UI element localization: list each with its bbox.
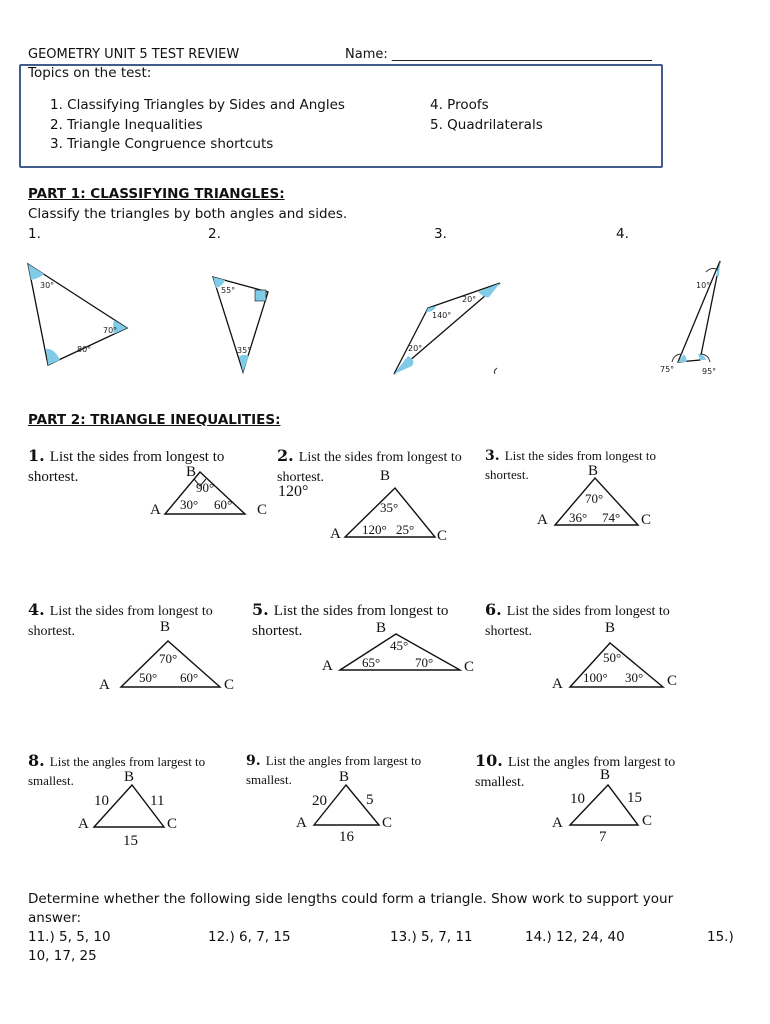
p3-angle-a: 36° [569,510,588,525]
topic-item-1: 1. Classifying Triangles by Sides and Angles [50,97,345,113]
p10-side-ab: 10 [570,791,585,807]
p2-angle-a: 120° [362,522,387,537]
topic-item-4: 4. Proofs [430,97,489,113]
problem-9-triangle [294,765,414,850]
problem-2-prompt: 2. List the sides from longest to shortest. [277,446,462,485]
p5-label-c: C [464,659,475,675]
problem-8-triangle [76,765,196,850]
t1-angle-a: 30° [40,281,55,290]
topic-item-3: 3. Triangle Congruence shortcuts [50,136,274,152]
p3-label-b: B [588,463,599,479]
p9-side-ac: 16 [339,829,354,845]
problem-9-prompt: 9. List the angles from largest to smallest. [246,753,422,787]
part3-instruction-line1: Determine whether the following side lengths could form a triangle. Show work to support your [28,891,674,907]
p6-label-c: C [667,673,678,689]
p9-label-a: A [296,815,307,831]
problem-1-triangle [150,462,270,522]
t4-angle-a: 10° [696,281,711,290]
t4-angle-c: 95° [702,367,717,376]
problem-5-triangle [318,615,478,675]
p2-angle-b: 35° [380,500,399,515]
p2-label-b: B [380,468,391,484]
topic-item-5: 5. Quadrilaterals [430,117,543,133]
p5-angle-b: 45° [390,638,409,653]
p1-angle-a: 30° [180,497,199,512]
p8-label-a: A [78,816,89,832]
p3-angle-c: 74° [602,510,621,525]
classify-triangle-1 [28,264,127,365]
p9-label-c: C [382,815,393,831]
problem-4-prompt: 4. List the sides from longest to shortest. [28,600,213,639]
problem-3-triangle [535,460,665,528]
p6-label-b: B [605,620,616,636]
classify-triangle-2 [213,277,268,372]
p8-label-b: B [124,769,135,785]
problem-10-prompt: 10. List the angles from largest to smallest. [475,751,676,790]
p9-side-bc: 5 [366,792,374,808]
problem-10-triangle [550,765,670,850]
p10-label-b: B [600,767,611,783]
p1-label-c: C [257,502,268,518]
p6-angle-c: 30° [625,670,644,685]
p1-angle-c: 60° [214,497,233,512]
p6-angle-a: 100° [583,670,608,685]
p1-angle-b: 90° [196,480,215,495]
p5-angle-a: 65° [362,655,381,670]
p3-label-a: A [537,512,548,528]
problem-8-prompt: 8. List the angles from largest to smallest. [28,751,206,788]
classify-triangle-4 [660,261,720,376]
p5-label-b: B [376,620,387,636]
problem-3-prompt: 3. List the sides from longest to shortest. [485,448,657,482]
part1-title: PART 1: CLASSIFYING TRIANGLES: [28,186,285,202]
part2-title: PART 2: TRIANGLE INEQUALITIES: [28,412,281,428]
p5-angle-c: 70° [415,655,434,670]
part1-number-1: 1. [28,226,41,242]
p9-side-ab: 20 [312,793,327,809]
t4-angle-b: 75° [660,365,675,374]
p4-label-c: C [224,677,235,693]
t3-angle-a: 20° [462,295,477,304]
part3-item-11: 11.) 5, 5, 10 [28,929,111,945]
p5-label-a: A [322,658,333,674]
p2-angle-c: 25° [396,522,415,537]
part1-number-4: 4. [616,226,629,242]
p4-angle-b: 70° [159,651,178,666]
problem-6-prompt: 6. List the sides from longest to shortest. [485,600,670,639]
p4-angle-a: 50° [139,670,158,685]
p2-label-c: C [437,528,448,544]
part3-item-15: 15.) [707,929,734,945]
p8-side-ac: 15 [123,833,138,849]
t1-angle-c: 80° [77,345,92,354]
part3-item-15-values: 10, 17, 25 [28,948,97,964]
topic-item-2: 2. Triangle Inequalities [50,117,203,133]
t3-angle-c: 20° [408,344,423,353]
problem-4-triangle [95,615,245,695]
t3-angle-b: 140° [432,311,452,320]
p4-angle-c: 60° [180,670,199,685]
problem-2-note: 120° [278,483,309,500]
name-field-label: Name: ________________________________________ [345,47,652,62]
classify-triangle-3 [394,283,500,374]
problem-6-triangle [548,615,688,695]
part1-number-3: 3. [434,226,447,242]
p9-label-b: B [339,769,350,785]
p10-label-a: A [552,815,563,831]
part1-triangles [0,250,770,390]
part3-instruction-line2: answer: [28,910,82,926]
t2-angle-b: 35° [237,346,252,355]
part3-item-14: 14.) 12, 24, 40 [525,929,625,945]
p10-side-ac: 7 [599,829,607,845]
p10-label-c: C [642,813,653,829]
t2-angle-a: 55° [221,286,236,295]
p2-label-a: A [330,526,341,542]
p4-label-a: A [99,677,110,693]
p3-label-c: C [641,512,652,528]
p10-side-bc: 15 [627,790,642,806]
problem-2-triangle [328,462,458,544]
part3-item-12: 12.) 6, 7, 15 [208,929,291,945]
part3-item-13: 13.) 5, 7, 11 [390,929,473,945]
t1-angle-b: 70° [103,326,118,335]
p1-label-b: B [186,464,197,480]
topics-heading: Topics on the test: [28,65,152,81]
p6-angle-b: 50° [603,650,622,665]
part1-number-2: 2. [208,226,221,242]
p1-label-a: A [150,502,161,518]
worksheet-title: GEOMETRY UNIT 5 TEST REVIEW [28,47,240,62]
part1-instruction: Classify the triangles by both angles and sides. [28,206,348,222]
p8-side-bc: 11 [150,793,165,809]
p4-label-b: B [160,619,171,635]
problem-1-prompt: 1. List the sides from longest to shortest. [28,446,225,485]
p8-side-ab: 10 [94,793,109,809]
p8-label-c: C [167,816,178,832]
p6-label-a: A [552,676,563,692]
problem-5-prompt: 5. List the sides from longest to shortest. [252,600,449,639]
p3-angle-b: 70° [585,491,604,506]
